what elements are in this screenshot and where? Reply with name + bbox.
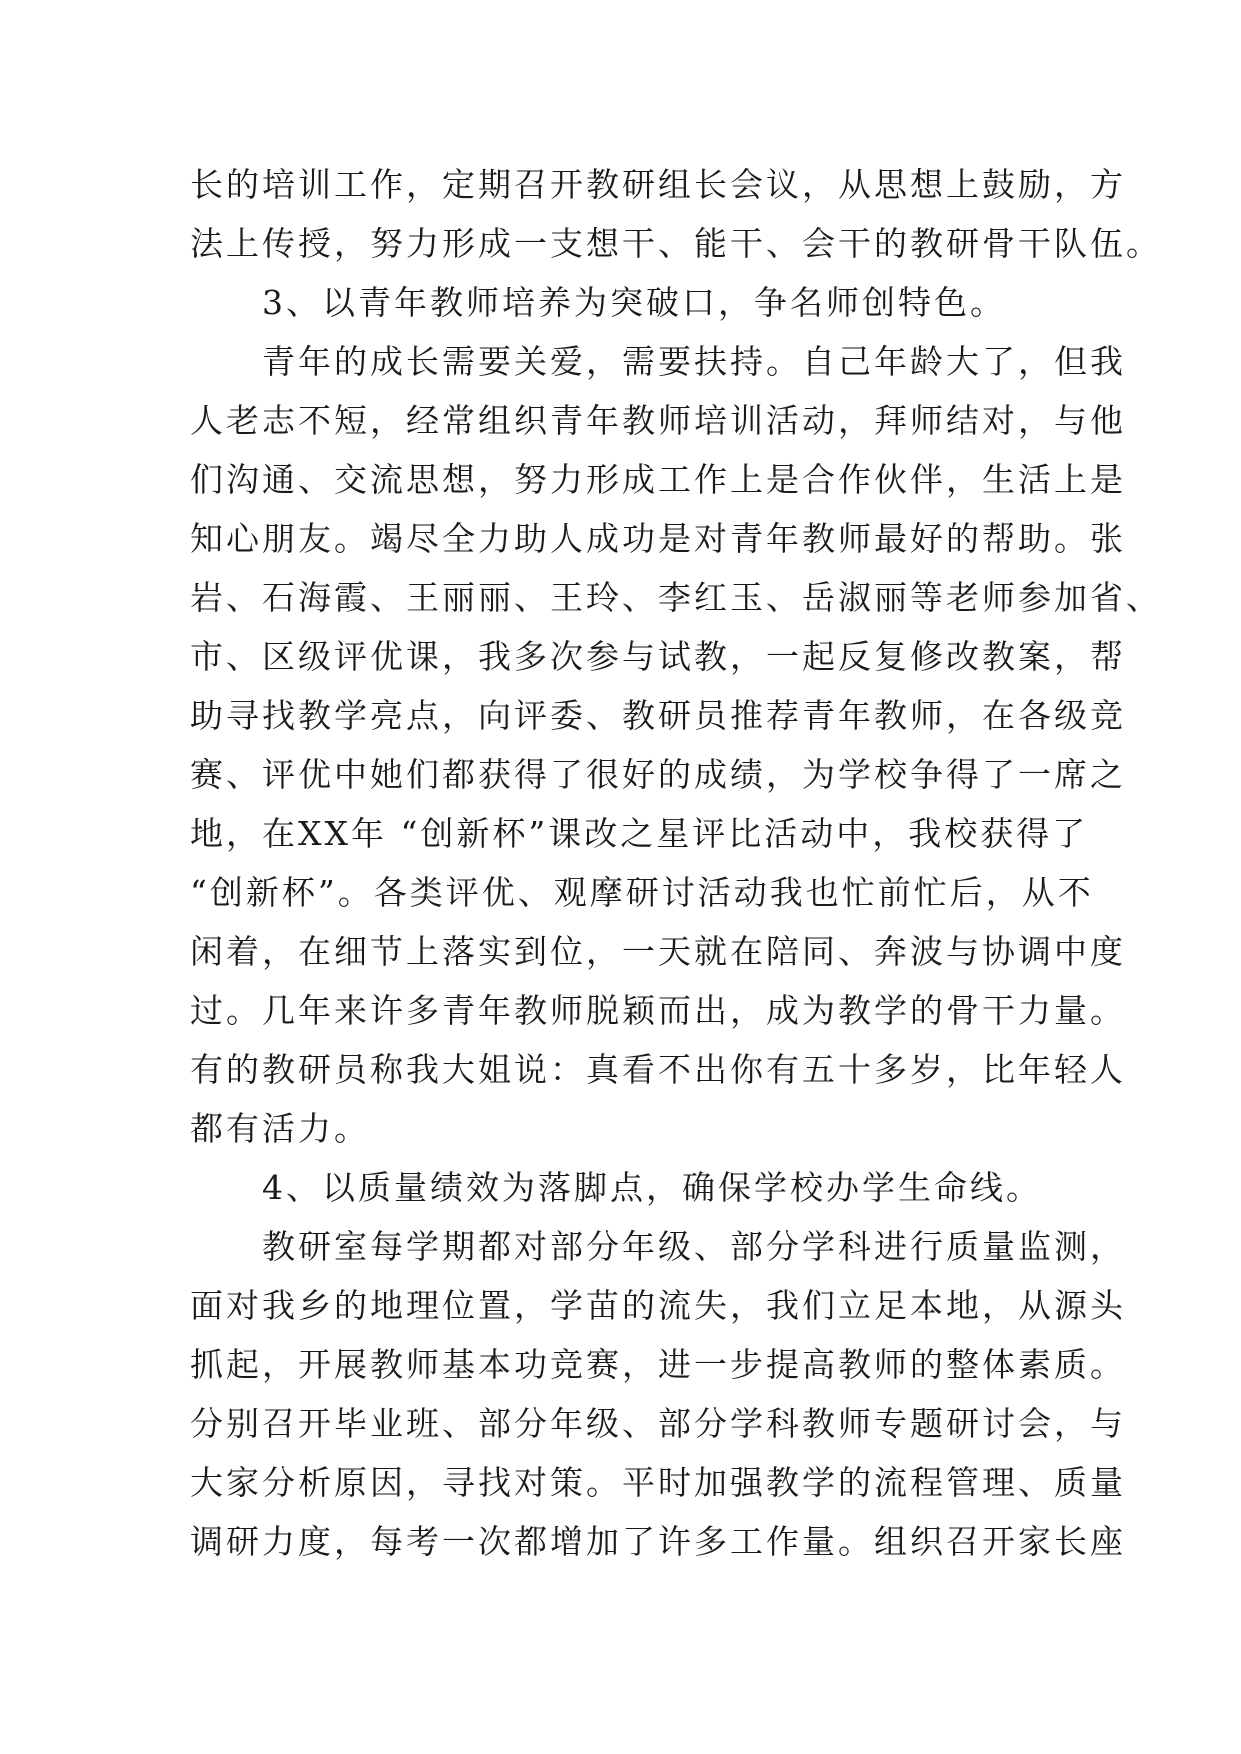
text-line-10: 助寻找教学亮点，向评委、教研员推荐青年教师，在各级竞: [190, 696, 1126, 735]
section-heading-3: 3、以青年教师培养为突破口，争名师创特色。: [262, 283, 1006, 322]
text-line-7: 知心朋友。竭尽全力助人成功是对青年教师最好的帮助。张: [190, 519, 1126, 558]
paragraph-start-line: 青年的成长需要关爱，需要扶持。自己年龄大了，但我: [262, 342, 1126, 381]
body-text: [190, 155, 1162, 1571]
text-line-16: 有的教研员称我大姐说：真看不出你有五十多岁，比年轻人: [190, 1050, 1126, 1089]
text-line-20: 面对我乡的地理位置，学苗的流失，我们立足本地，从源头: [190, 1286, 1126, 1325]
text-line-12: 地，在XX年 “创新杯”课改之星评比活动中，我校获得了: [190, 814, 1089, 853]
section-heading-4: 4、以质量绩效为落脚点，确保学校办学生命线。: [262, 1168, 1042, 1207]
text-line-13: “创新杯”。各类评优、观摩研讨活动我也忙前忙后，从不: [190, 873, 1094, 912]
text-line-9: 市、区级评优课，我多次参与试教，一起反复修改教案，帮: [190, 637, 1126, 676]
text-line-22: 分别召开毕业班、部分年级、部分学科教师专题研讨会，与: [190, 1404, 1126, 1443]
text-line-15: 过。几年来许多青年教师脱颖而出，成为教学的骨干力量。: [190, 991, 1126, 1030]
paragraph-start-line-2: 教研室每学期都对部分年级、部分学科进行质量监测，: [262, 1227, 1126, 1266]
text-line-17: 都有活力。: [190, 1109, 370, 1148]
text-line-1: 长的培训工作，定期召开教研组长会议，从思想上鼓励，方: [190, 165, 1126, 204]
text-line-8: 岩、石海霞、王丽丽、王玲、李红玉、岳淑丽等老师参加省、: [190, 578, 1162, 617]
text-line-6: 们沟通、交流思想，努力形成工作上是合作伙伴，生活上是: [190, 460, 1126, 499]
text-line-14: 闲着，在细节上落实到位，一天就在陪同、奔波与协调中度: [190, 932, 1126, 971]
text-line-21: 抓起，开展教师基本功竞赛，进一步提高教师的整体素质。: [190, 1345, 1126, 1384]
text-line-2: 法上传授，努力形成一支想干、能干、会干的教研骨干队伍。: [190, 224, 1162, 263]
text-line-24: 调研力度，每考一次都增加了许多工作量。组织召开家长座: [190, 1522, 1126, 1561]
text-line-5: 人老志不短，经常组织青年教师培训活动，拜师结对，与他: [190, 401, 1126, 440]
text-line-11: 赛、评优中她们都获得了很好的成绩，为学校争得了一席之: [190, 755, 1126, 794]
text-line-23: 大家分析原因，寻找对策。平时加强教学的流程管理、质量: [190, 1463, 1126, 1502]
